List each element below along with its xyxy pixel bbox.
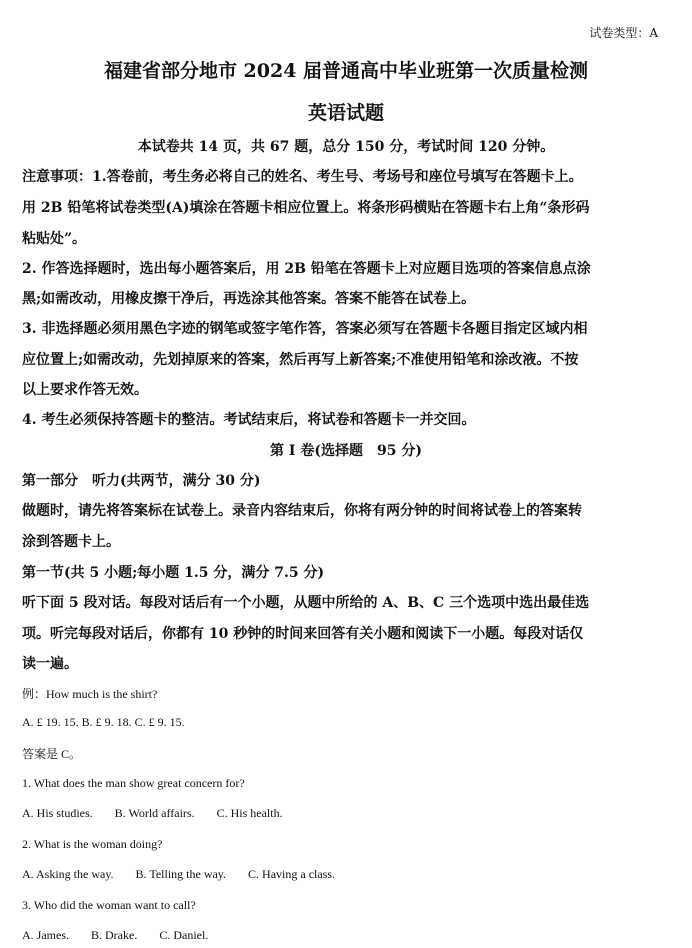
- notes-line: 应位置上;如需改动，先划掉原来的答案，然后再写上新答案;不准使用铅笔和涂改液。不按: [22, 352, 579, 368]
- exam-subtitle: 英语试题: [307, 102, 384, 124]
- exam-type-label: 试卷类型：A: [589, 26, 658, 40]
- question-options: [22, 867, 357, 882]
- notes-line: 注意事项：1.答卷前，考生务必将自己的姓名、考生号、考场号和座位号填写在答题卡上。: [22, 169, 583, 185]
- instruction-line: 项。听完每段对话后，你都有 10 秒钟的时间来回答有关小题和阅读下一小题。每段对话仅: [22, 626, 584, 642]
- instruction-line: 涂到答题卡上。: [22, 534, 120, 550]
- subsection-heading: 第一节(共 5 小题;每小题 1.5 分，满分 7.5 分): [22, 565, 325, 581]
- question-options: [22, 806, 305, 821]
- example-question: 例：How much is the shirt?: [22, 687, 158, 701]
- part-heading: 第一部分 听力(共两节，满分 30 分): [22, 473, 261, 489]
- example-answer: 答案是 C。: [22, 747, 82, 761]
- instruction-line: 读一遍。: [22, 656, 78, 672]
- option-b: B. Drake.: [91, 928, 138, 942]
- option-a: A. His studies.: [22, 806, 93, 820]
- option-b: B. World affairs.: [114, 806, 195, 820]
- instruction-line: 听下面 5 段对话。每段对话后有一个小题，从题中所给的 A、B、C 三个选项中选出最佳选: [22, 595, 590, 611]
- notes-line: 粘贴处”。: [22, 231, 87, 247]
- notes-line: 3. 非选择题必须用黑色字迹的钢笔或签字笔作答，答案必须写在答题卡各题目指定区域内相: [22, 321, 588, 337]
- notes-line: 以上要求作答无效。: [22, 382, 148, 398]
- option-c: C. His health.: [216, 806, 283, 820]
- question-text: 2. What is the woman doing?: [22, 837, 163, 851]
- notes-line: 用 2B 铅笔将试卷类型(A)填涂在答题卡相应位置上。将条形码横贴在答题卡右上角“条形码: [22, 200, 590, 216]
- question-text: 3. Who did the woman want to call?: [22, 898, 196, 912]
- option-c: C. Having a class.: [248, 867, 336, 881]
- notes-line: 黑;如需改动，用橡皮擦干净后，再选涂其他答案。答案不能答在试卷上。: [22, 291, 476, 307]
- notes-line: 2. 作答选择题时，选出每小题答案后，用 2B 铅笔在答题卡上对应题目选项的答案信息点涂: [22, 261, 591, 277]
- example-options: A. £ 19. 15. B. £ 9. 18. C. £ 9. 15.: [22, 715, 185, 729]
- option-a: A. Asking the way.: [22, 867, 114, 881]
- exam-title: 福建省部分地市 2024 届普通高中毕业班第一次质量检测: [103, 60, 589, 82]
- question-text: 1. What does the man show great concern for?: [22, 776, 245, 790]
- exam-summary: 本试卷共 14 页，共 67 题，总分 150 分，考试时间 120 分钟。: [137, 139, 555, 155]
- option-b: B. Telling the way.: [135, 867, 227, 881]
- option-c: C. Daniel.: [159, 928, 209, 942]
- question-options: [22, 928, 230, 943]
- section-heading: 第 I 卷(选择题 95 分): [270, 443, 422, 459]
- option-a: A. James.: [22, 928, 69, 942]
- instruction-line: 做题时，请先将答案标在试卷上。录音内容结束后，你将有两分钟的时间将试卷上的答案转: [22, 503, 582, 519]
- notes-line: 4. 考生必须保持答题卡的整洁。考试结束后，将试卷和答题卡一并交回。: [22, 412, 476, 428]
